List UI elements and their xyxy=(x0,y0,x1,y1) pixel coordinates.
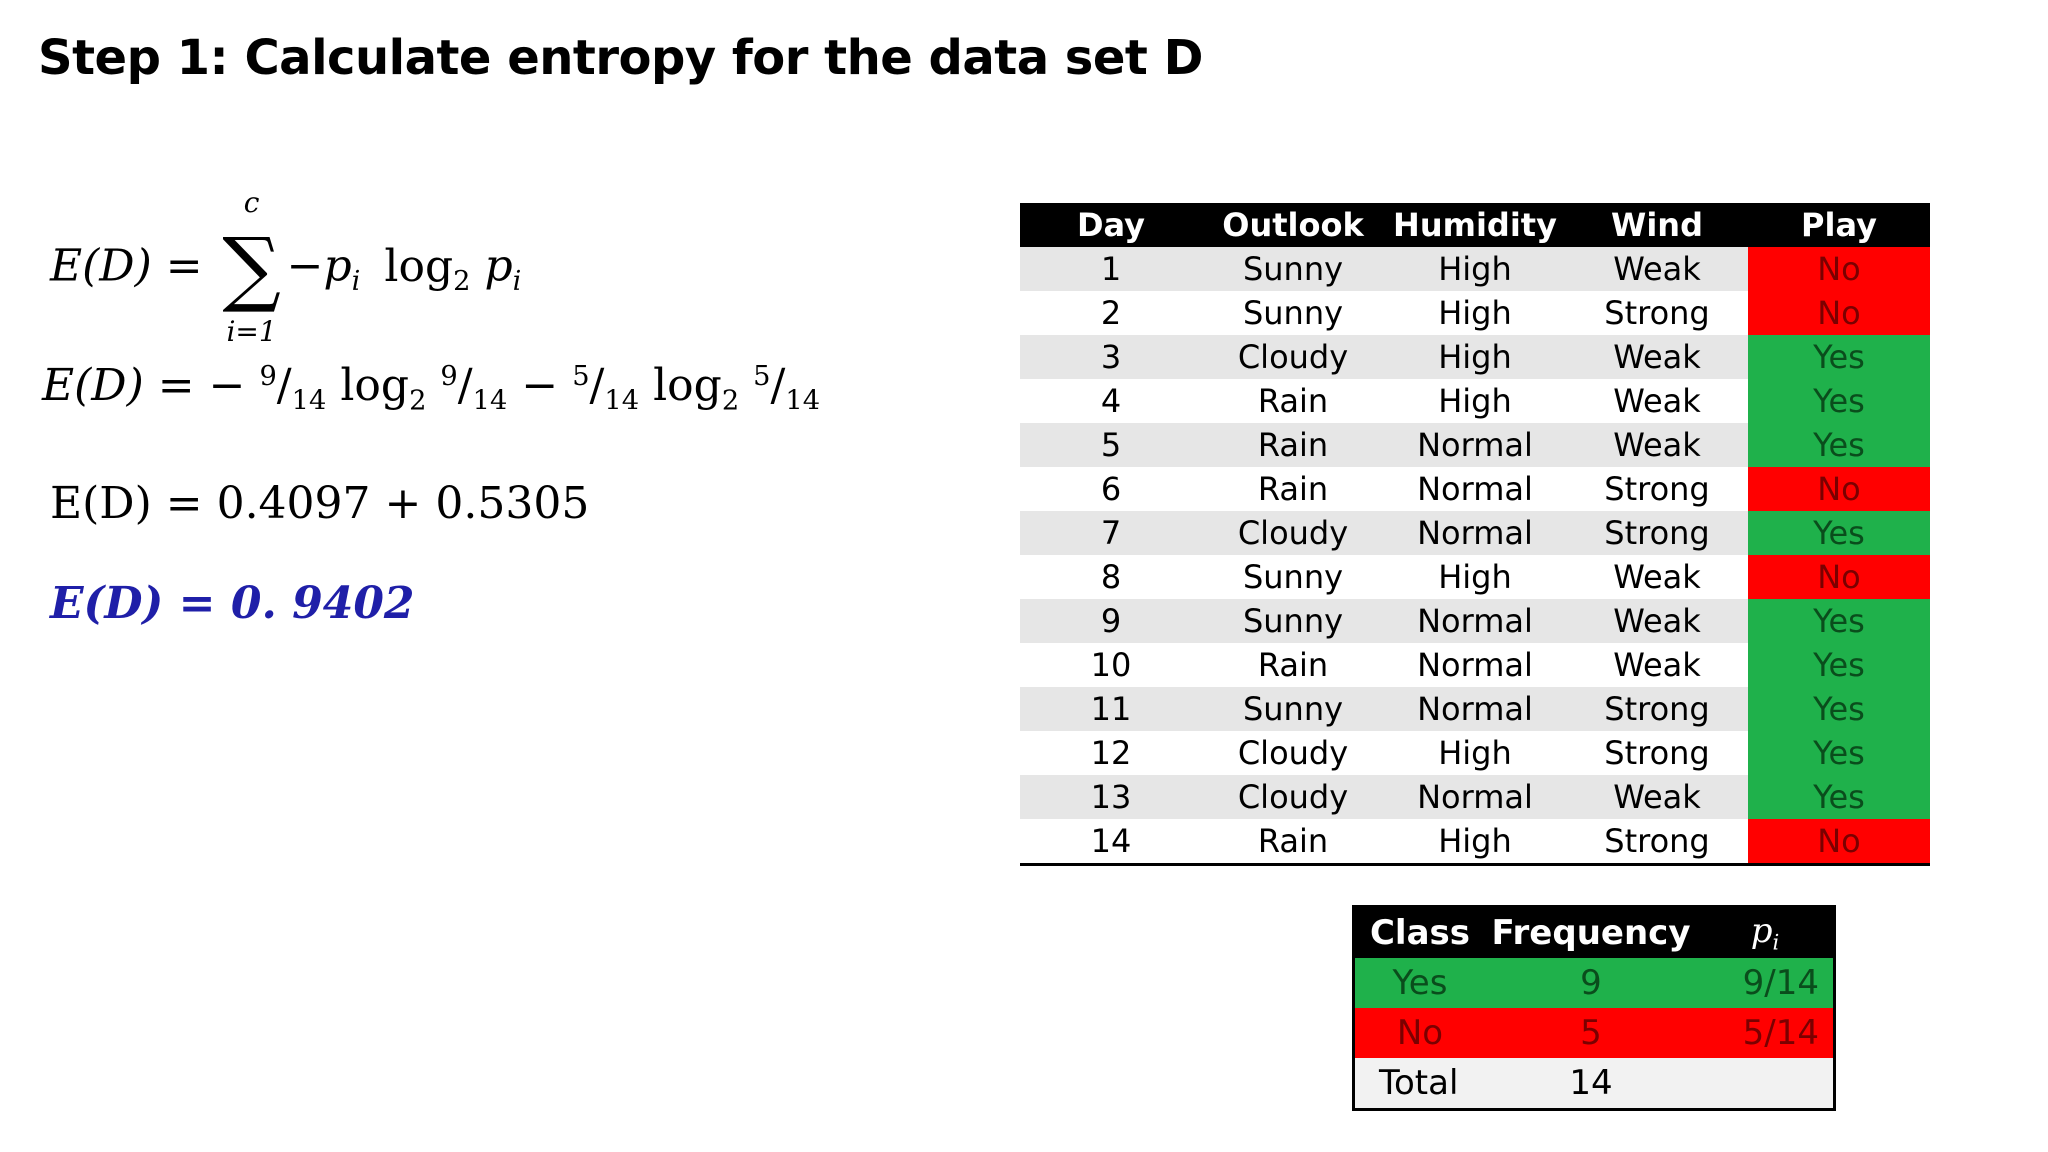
wind-cell: Strong xyxy=(1566,291,1748,335)
wind-cell: Weak xyxy=(1566,247,1748,291)
table-row xyxy=(1020,687,1930,731)
entropy-formula xyxy=(50,186,522,348)
wind-cell: Strong xyxy=(1566,467,1748,511)
outlook-cell: Cloudy xyxy=(1202,775,1384,819)
log-text: log xyxy=(340,360,410,411)
p-symbol: p xyxy=(323,240,352,292)
outlook-cell: Rain xyxy=(1202,643,1384,687)
wind-cell: Weak xyxy=(1566,335,1748,379)
fraction-denominator: 14 xyxy=(785,385,821,417)
outlook-cell: Sunny xyxy=(1202,687,1384,731)
outlook-cell: Rain xyxy=(1202,819,1384,865)
day-cell: 4 xyxy=(1020,379,1202,423)
humidity-cell: Normal xyxy=(1384,511,1566,555)
play-cell: No xyxy=(1748,555,1930,599)
humidity-cell: High xyxy=(1384,379,1566,423)
humidity-cell: Normal xyxy=(1384,643,1566,687)
play-cell: No xyxy=(1748,247,1930,291)
humidity-cell: High xyxy=(1384,555,1566,599)
entropy-substitution: E(D) = − $^9/_{14}$ $\log_2 ^9/_{14} - ^5/_{14}$ $\log_2 ^5/_{14}$ xyxy=(42,360,821,417)
day-cell: 8 xyxy=(1020,555,1202,599)
wind-cell: Strong xyxy=(1566,687,1748,731)
play-cell: Yes xyxy=(1748,775,1930,819)
wind-cell: Weak xyxy=(1566,379,1748,423)
column-header-wind: Wind xyxy=(1566,203,1748,247)
formula-lhs: E(D) = xyxy=(50,240,203,292)
day-cell: 3 xyxy=(1020,335,1202,379)
probability-cell: 5/14 xyxy=(1697,1008,1835,1058)
humidity-cell: High xyxy=(1384,731,1566,775)
fraction-numerator: 9 xyxy=(259,361,277,392)
table-row xyxy=(1020,379,1930,423)
day-cell: 12 xyxy=(1020,731,1202,775)
day-cell: 6 xyxy=(1020,467,1202,511)
substitution-lhs: E(D) = − xyxy=(42,360,246,411)
table-row xyxy=(1020,291,1930,335)
play-cell: Yes xyxy=(1748,379,1930,423)
day-cell: 10 xyxy=(1020,643,1202,687)
fraction-numerator: 5 xyxy=(572,361,590,392)
outlook-cell: Sunny xyxy=(1202,291,1384,335)
minus-sign: − xyxy=(286,240,324,292)
sum-upper-limit: c xyxy=(243,186,260,219)
day-cell: 5 xyxy=(1020,423,1202,467)
humidity-cell: Normal xyxy=(1384,423,1566,467)
table-row xyxy=(1020,555,1930,599)
day-cell: 14 xyxy=(1020,819,1202,865)
wind-cell: Weak xyxy=(1566,423,1748,467)
table-row xyxy=(1020,599,1930,643)
play-cell: No xyxy=(1748,291,1930,335)
play-cell: Yes xyxy=(1748,687,1930,731)
table-row xyxy=(1020,511,1930,555)
log-text: log xyxy=(384,240,454,292)
humidity-cell: Normal xyxy=(1384,687,1566,731)
log-text: log xyxy=(653,360,722,411)
day-cell: 1 xyxy=(1020,247,1202,291)
outlook-cell: Sunny xyxy=(1202,555,1384,599)
humidity-cell: High xyxy=(1384,819,1566,865)
probability-cell xyxy=(1697,1058,1835,1110)
entropy-terms: E(D) = 0.4097 + 0.5305 xyxy=(50,478,590,529)
table-header-row xyxy=(1020,203,1930,247)
outlook-cell: Cloudy xyxy=(1202,335,1384,379)
outlook-cell: Rain xyxy=(1202,379,1384,423)
play-cell: Yes xyxy=(1748,731,1930,775)
table-row xyxy=(1020,423,1930,467)
play-cell: Yes xyxy=(1748,643,1930,687)
class-row xyxy=(1354,958,1835,1008)
class-row xyxy=(1354,1058,1835,1110)
humidity-cell: Normal xyxy=(1384,599,1566,643)
table-row xyxy=(1020,731,1930,775)
humidity-cell: High xyxy=(1384,247,1566,291)
fraction-numerator: 5 xyxy=(753,361,771,392)
day-cell: 11 xyxy=(1020,687,1202,731)
column-header-outlook: Outlook xyxy=(1202,203,1384,247)
humidity-cell: High xyxy=(1384,291,1566,335)
humidity-cell: Normal xyxy=(1384,467,1566,511)
column-header-day: Day xyxy=(1020,203,1202,247)
outlook-cell: Cloudy xyxy=(1202,731,1384,775)
class-cell: No xyxy=(1354,1008,1486,1058)
wind-cell: Strong xyxy=(1566,819,1748,865)
wind-cell: Strong xyxy=(1566,731,1748,775)
p-symbol-2: p xyxy=(484,240,513,292)
play-cell: Yes xyxy=(1748,335,1930,379)
play-cell: No xyxy=(1748,467,1930,511)
log-base: 2 xyxy=(721,385,740,417)
humidity-cell: Normal xyxy=(1384,775,1566,819)
day-cell: 2 xyxy=(1020,291,1202,335)
sum-lower-limit: i=1 xyxy=(226,315,277,348)
outlook-cell: Rain xyxy=(1202,467,1384,511)
p-subscript-2: i xyxy=(512,266,522,298)
day-cell: 7 xyxy=(1020,511,1202,555)
wind-cell: Weak xyxy=(1566,599,1748,643)
page-title: Step 1: Calculate entropy for the data set D xyxy=(38,30,1203,86)
log-base: 2 xyxy=(453,266,471,298)
day-cell: 13 xyxy=(1020,775,1202,819)
wind-cell: Strong xyxy=(1566,511,1748,555)
humidity-cell: High xyxy=(1384,335,1566,379)
class-cell: Yes xyxy=(1354,958,1486,1008)
pi-subscript: i xyxy=(1772,929,1780,955)
column-header-humidity: Humidity xyxy=(1384,203,1566,247)
class-cell: Total xyxy=(1354,1058,1486,1110)
day-cell: 9 xyxy=(1020,599,1202,643)
column-header-class: Class xyxy=(1354,907,1486,959)
outlook-cell: Rain xyxy=(1202,423,1384,467)
table-row xyxy=(1020,467,1930,511)
table-row xyxy=(1020,643,1930,687)
column-header-frequency: Frequency xyxy=(1485,907,1697,959)
frequency-cell: 9 xyxy=(1485,958,1697,1008)
entropy-result: E(D) = 0. 9402 xyxy=(50,578,415,629)
fraction-denominator: 14 xyxy=(604,385,640,417)
p-subscript: i xyxy=(351,266,361,298)
weather-data-table xyxy=(1020,203,1930,866)
outlook-cell: Cloudy xyxy=(1202,511,1384,555)
wind-cell: Weak xyxy=(1566,643,1748,687)
outlook-cell: Sunny xyxy=(1202,247,1384,291)
class-row xyxy=(1354,1008,1835,1058)
play-cell: Yes xyxy=(1748,423,1930,467)
probability-cell: 9/14 xyxy=(1697,958,1835,1008)
play-cell: Yes xyxy=(1748,599,1930,643)
table-header-row xyxy=(1354,907,1835,959)
table-row xyxy=(1020,775,1930,819)
fraction-denominator: 14 xyxy=(472,385,508,417)
table-row xyxy=(1020,335,1930,379)
wind-cell: Weak xyxy=(1566,555,1748,599)
fraction-numerator: 9 xyxy=(440,361,458,392)
table-row xyxy=(1020,247,1930,291)
summation xyxy=(217,186,287,348)
table-row xyxy=(1020,819,1930,865)
sigma-symbol: ∑ xyxy=(222,221,281,316)
class-frequency-table xyxy=(1352,905,1836,1111)
minus-sign: − xyxy=(521,360,559,411)
log-base: 2 xyxy=(409,385,427,417)
column-header-play: Play xyxy=(1748,203,1930,247)
fraction-denominator: 14 xyxy=(291,385,327,417)
play-cell: No xyxy=(1748,819,1930,865)
play-cell: Yes xyxy=(1748,511,1930,555)
pi-symbol: p xyxy=(1750,911,1773,952)
wind-cell: Weak xyxy=(1566,775,1748,819)
outlook-cell: Sunny xyxy=(1202,599,1384,643)
frequency-cell: 5 xyxy=(1485,1008,1697,1058)
column-header-pi xyxy=(1697,907,1835,959)
frequency-cell: 14 xyxy=(1485,1058,1697,1110)
